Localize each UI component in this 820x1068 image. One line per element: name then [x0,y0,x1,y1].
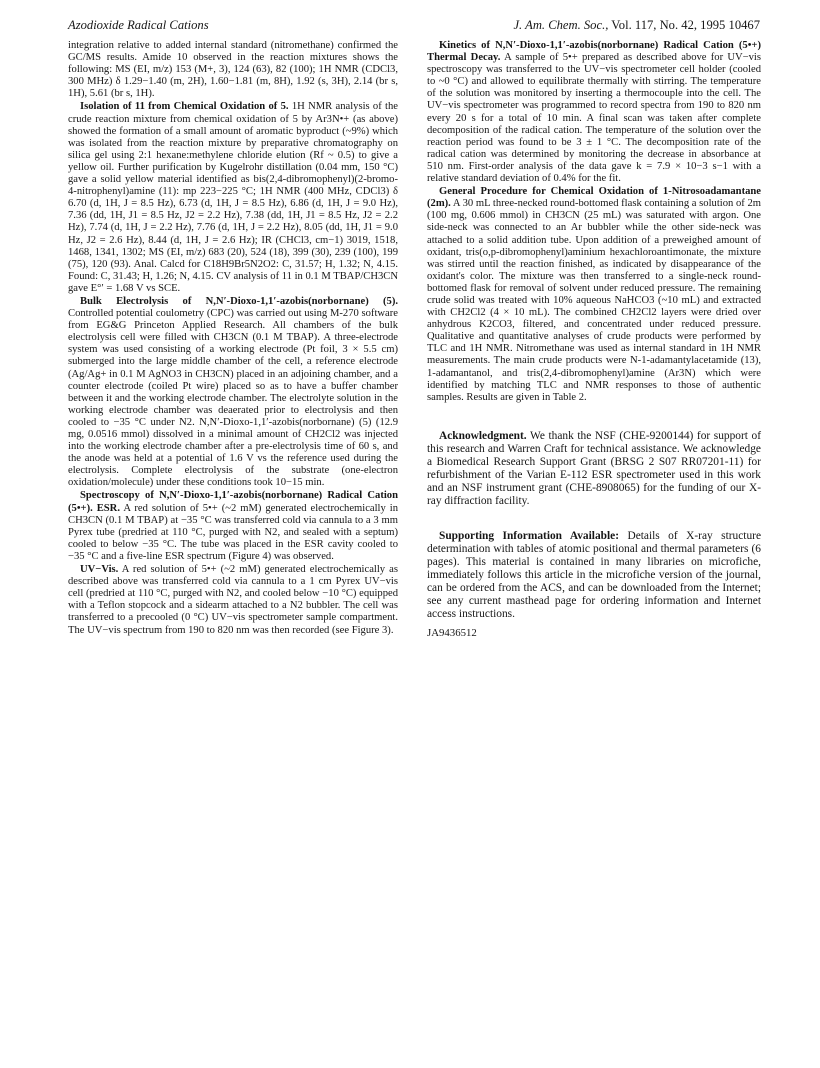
section-heading: UV−Vis. [80,564,119,576]
paragraph-esr: Spectroscopy of N,N′-Dioxo-1,1′-azobis(norbornane) Radical Cation (5•+). ESR. A red solution of 5•+ (~2 mM) generated electrochemically in CH3CN (0.1 M TBAP) at −35 °C was transferred cold via cannula to a 3 mm Pyrex tube (predried at 110 °C, purged with N2, and sealed with a septum) cooled to below −35 °C. The tube was placed in the ESR cavity cooled to −35 °C and a five-line ESR spectrum (Figure 4) was observed. [68,490,398,562]
article-code: JA9436512 [427,626,477,639]
supporting-information: Supporting Information Available: Details of X-ray structure determination with tables of atomic positional and thermal parameters (6 pages). This material is contained in many libraries on microfiche, immediately follows this article in the microfiche version of the journal, can be ordered from the ACS, and can be downloaded from the Internet; see any current masthead page for ordering information and Internet access instructions. [427,529,761,620]
section-heading: Isolation of 11 from Chemical Oxidation of 5. [80,101,289,113]
left-column [68,40,398,637]
supporting-information-heading: Supporting Information Available: [439,529,619,542]
paragraph-bulk-electrolysis: Bulk Electrolysis of N,N′-Dioxo-1,1′-azobis(norbornane) (5). Controlled potential coulometry (CPC) was carried out using M-270 software from EG&G Princeton Applied Research. All chambers of the bulk electrolysis cell were filled with CH3CN (0.1 M TBAP). A three-electrode system was used consisting of a working electrode (Pt foil, 3 × 5.5 cm) submerged into the large middle chamber of the cell, a reference electrode (Ag/Ag+ in 0.1 M AgNO3 in CH3CN) placed in an adjoining chamber, and a counter electrode (coiled Pt wire) placed so as to have a buffer chamber between it and the working electrode chamber. The electrolyte solution in the working electrode chamber was deaerated prior to electrolysis and then cooled to −35 °C under N2. N,N′-Dioxo-1,1′-azobis(norbornane) (5) (12.9 mg, 0.0516 mmol) dissolved in a minimal amount of CH2Cl2 was injected into the working electrode chamber after a pre-electrolysis time of 60 s, and the anode was held at a potential of 1.6 V vs the reference used during the electrolysis. Complete electrolysis of the substrate (one-electron oxidation/molecule) under these conditions took 10−15 min. [68,295,398,489]
paragraph-uv-vis: UV−Vis. A red solution of 5•+ (~2 mM) generated electrochemically as described above was transferred cold via cannula to a 1 cm Pyrex UV−vis cell (predried at 110 °C, purged with N2, and cooled below −10 °C) equipped with a Teflon stopcock and a sidearm attached to a N2 bubbler. The cell was transferred to a precooled (0 °C) UV−vis spectrometer sample compartment. The UV−vis spectrum from 190 to 820 nm was then recorded (see Figure 3). [68,564,398,636]
paragraph-isolation: Isolation of 11 from Chemical Oxidation of 5. 1H NMR analysis of the crude reaction mixture from chemical oxidation of 5 by Ar3N•+ (as above) showed the formation of a small amount of aromatic byproduct (~9%) which was isolated from the reaction mixture by preparative chromatography on silica gel using 2:1 hexane:methylene chloride elution (Rf ~ 0.5) to give a yellow oil. Further purification by Kugelrohr distillation (0.04 mm, 150 °C) gave a solid yellow material identified as bis(2,4-dibromophenyl)(2-bromo-4-nitrophenyl)amine (11): mp 223−225 °C; 1H NMR (400 MHz, CDCl3) δ 6.70 (d, 1H, J = 8.5 Hz), 6.73 (d, 1H, J = 8.5 Hz), 6.86 (d, 1H, J = 9.0 Hz), 7.36 (dd, 1H, J1 = 8.5 Hz, J2 = 2.2 Hz), 7.38 (dd, 1H, J1 = 8.5 Hz, J2 = 2.2 Hz), 7.74 (d, 1H, J = 2.2 Hz), 7.76 (d, 1H, J = 2.2 Hz), 8.05 (dd, 1H, J1 = 9.0 Hz, J2 = 2.6 Hz), 8.44 (d, 1H, J = 2.6 Hz); IR (CHCl3, cm−1) 3019, 1518, 1468, 1341, 1302; MS (EI, m/z) 683 (20), 524 (18), 399 (30), 239 (100), 199 (75), 120 (93). Anal. Calcd for C18H9Br5N2O2: C, 31.57; H, 1.32; N, 4.15. Found: C, 31.43; H, 1.26; N, 4.15. CV analysis of 11 in 0.1 M TBAP/CH3CN gave E°′ = 1.68 V vs SCE. [68,101,399,294]
page-number: 10467 [728,18,760,32]
section-heading: Kinetics of N,N′-Dioxo-1,1′-azobis(norbornane) Radical Cation (5•+) Thermal Decay. [427,40,761,64]
journal-issue: Vol. 117, No. 42, 1995 [611,18,726,32]
paragraph-general-procedure: General Procedure for Chemical Oxidation of 1-Nitrosoadamantane (2m). A 30 mL three-necked round-bottomed flask containing a solution of 2m (100 mg, 0.606 mmol) in CH3CN (25 mL) was saturated with argon. One side-neck was connected to an Ar bubbler while the other side-neck was attached to a solid addition tube. Upon addition of a preweighed amount of oxidant, tris(o,p-dibromophenyl)aminium hexachloroantimonate, the mixture was stirred until the reaction finished, as indicated by disappearance of the oxidant's color. The mixture was then transferred to a single-neck round-bottomed flask for removal of solvent under reduced pressure. The remaining crude solid was treated with 10% aqueous NaHCO3 (~10 mL) and extracted with CH2Cl2 (4 × 10 mL). The combined CH2Cl2 layers were dried over anhydrous K2CO3, filtered, and concentrated under reduced pressure. Qualitative and quantitative analyses of crude products were performed by TLC and 1H NMR. Nitromethane was used as internal standard in 1H NMR measurements. The main crude products were N-1-adamantylacetamide (13), 1-adamantanol, and tris(2,4-dibromophenyl)amine (Ar3N) which were identified by matching TLC and NMR responses to those of authentic samples. Results are given in Table 2. [427,186,761,403]
acknowledgment-heading: Acknowledgment. [439,429,527,442]
running-head-citation [513,18,760,33]
paragraph-kinetics: Kinetics of N,N′-Dioxo-1,1′-azobis(norbornane) Radical Cation (5•+) Thermal Decay. A sample of 5•+ prepared as described above for UV−vis spectroscopy was transferred to the UV−vis spectrometer cell holder (cooled to ~0 °C) and allowed to equilibrate thermally with stirring. The temperature of the solution was monitored by inserting a thermocouple into the cell. The UV−vis spectrometer was programmed to record spectra from 190 to 820 nm every 20 s for a total of 10 min. A final scan was taken after complete decomposition of the radical cation. The temperature of the solution over the reaction period was found to be 3 ± 1 °C. The decomposition rate of the radical cation was determined by monitoring the decrease in absorbance at 510 nm. First-order analysis of the data gave k = 7.9 × 10−3 s−1 with a relative standard deviation of 0.4% for the fit. [427,40,761,185]
journal-name: J. Am. Chem. Soc., [513,18,609,32]
acknowledgment: Acknowledgment. We thank the NSF (CHE-9200144) for support of this research and Warren Craft for technical assistance. We acknowledge a Biomedical Research Support Grant (BRSG 2 S07 RR07201-11) for refurbishment of the Varian E-112 ESR spectrometer used in this work and an NSF instrument grant (CHE-8908065) for the funding of our X-ray diffraction facility. [427,429,761,507]
paragraph-continued: integration relative to added internal standard (nitromethane) confirmed the GC/MS results. Amide 10 observed in the reaction mixtures shows the following: MS (EI, m/z) 153 (M+, 3), 124 (63), 82 (100); 1H NMR (CDCl3, 300 MHz) δ 1.29−1.40 (m, 2H), 1.60−1.81 (m, 8H), 1.92 (s, 3H), 2.14 (br s, 1H), 5.61 (br s, 1H). [68,40,398,100]
section-heading: General Procedure for Chemical Oxidation of 1-Nitrosoadamantane (2m). [427,186,761,210]
section-heading: Spectroscopy of N,N′-Dioxo-1,1′-azobis(norbornane) Radical Cation (5•+). ESR. [68,490,398,514]
section-heading: Bulk Electrolysis of N,N′-Dioxo-1,1′-azobis(norbornane) (5). [80,295,398,307]
right-column [427,40,761,639]
running-head-title: Azodioxide Radical Cations [68,18,209,32]
